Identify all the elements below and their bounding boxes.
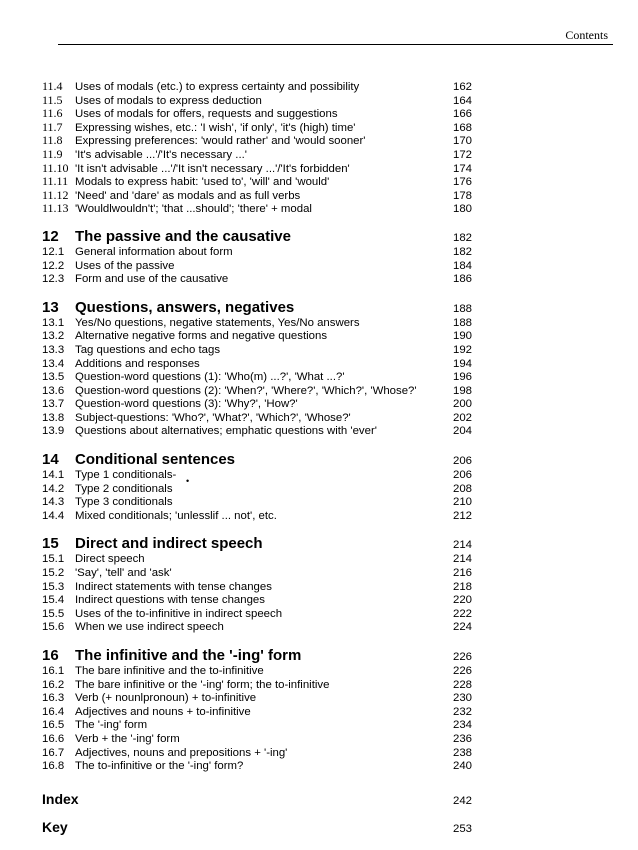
section-number: 13.2 — [42, 330, 65, 343]
table-of-contents — [42, 80, 472, 836]
toc-entry[interactable] — [42, 621, 472, 635]
section-number: 12.1 — [42, 245, 65, 258]
section-title: Type 3 conditionals — [75, 496, 173, 509]
toc-entry[interactable] — [42, 344, 472, 358]
page-number: 184 — [452, 259, 472, 272]
section-title: General information about form — [75, 245, 233, 258]
section-title: Subject-questions: 'Who?', 'What?', 'Which?', 'Whose?' — [75, 411, 351, 424]
section-number: 15.6 — [42, 621, 65, 634]
toc-entry[interactable] — [42, 398, 472, 412]
section-number: 15.3 — [42, 580, 65, 593]
page-number: 176 — [452, 176, 472, 189]
toc-entry[interactable] — [42, 412, 472, 426]
toc-entry[interactable] — [42, 189, 472, 203]
section-number: 12.2 — [42, 259, 65, 272]
section-title: Expressing preferences: 'would rather' and 'would sooner' — [75, 135, 366, 148]
section-title: 'Need' and 'dare' as modals and as full verbs — [75, 189, 301, 202]
section-title: 'Wouldlwouldn't'; 'that ...should'; 'there' + modal — [75, 203, 312, 216]
toc-entry[interactable] — [42, 469, 472, 483]
toc-entry[interactable] — [42, 121, 472, 135]
chapter-title: The infinitive and the '-ing' form — [75, 647, 302, 664]
stray-mark: • — [186, 476, 190, 486]
section-number: 13.5 — [42, 371, 65, 384]
page-number: 253 — [452, 822, 472, 835]
page-number: 186 — [452, 273, 472, 286]
section-title: The bare infinitive and the to-infinitive — [75, 665, 264, 677]
chapter-heading[interactable] — [42, 647, 472, 665]
toc-entry[interactable] — [42, 567, 472, 581]
section-number: 16.5 — [42, 719, 65, 732]
toc-entry[interactable] — [42, 260, 472, 274]
section-title: 'It's advisable ...'/'It's necessary ...' — [75, 148, 247, 161]
page-number: 220 — [452, 594, 472, 607]
section-title: Adjectives and nouns + to-infinitive — [75, 705, 251, 718]
chapter-number: 12 — [42, 227, 59, 245]
toc-entry[interactable] — [42, 679, 472, 693]
section-title: Questions about alternatives; emphatic questions with 'ever' — [75, 425, 377, 438]
toc-entry[interactable] — [42, 496, 472, 510]
section-number: 11.9 — [42, 146, 63, 161]
chapter-number: 16 — [42, 647, 59, 664]
section-title: Uses of modals to express deduction — [75, 94, 262, 107]
toc-entry[interactable] — [42, 202, 472, 216]
toc-entry[interactable] — [42, 148, 472, 162]
page-number: 234 — [452, 719, 472, 732]
page-number: 212 — [452, 509, 472, 522]
section-title: Mixed conditionals; 'unlesslif ... not', etc. — [75, 509, 277, 522]
toc-entry[interactable] — [42, 733, 472, 747]
header-rule — [58, 44, 613, 45]
toc-entry[interactable] — [42, 747, 472, 761]
toc-entry[interactable] — [42, 665, 472, 679]
chapter-heading[interactable] — [42, 535, 472, 553]
toc-entry[interactable] — [42, 553, 472, 567]
page-number: 172 — [452, 148, 472, 161]
toc-entry[interactable] — [42, 594, 472, 608]
section-number: 15.1 — [42, 553, 65, 566]
toc-entry[interactable] — [42, 760, 472, 774]
section-title: Direct speech — [75, 553, 145, 566]
section-title: Uses of modals for offers, requests and suggestions — [75, 108, 338, 121]
section-number: 11.5 — [42, 92, 63, 107]
page-number: 204 — [452, 425, 472, 438]
key-title: Key — [42, 818, 68, 835]
toc-entry[interactable] — [42, 80, 472, 94]
page-number: 206 — [452, 455, 472, 468]
toc-entry[interactable] — [42, 273, 472, 287]
section-number: 14.3 — [42, 496, 65, 509]
page-number: 168 — [452, 121, 472, 134]
toc-entry[interactable] — [42, 175, 472, 189]
section-number: 13.8 — [42, 411, 65, 424]
section-number: 14.4 — [42, 509, 65, 522]
toc-entry[interactable] — [42, 162, 472, 176]
toc-entry[interactable] — [42, 371, 472, 385]
page-number: 226 — [452, 665, 472, 677]
section-title: Form and use of the causative — [75, 273, 229, 286]
page-number: 232 — [452, 705, 472, 718]
key-entry[interactable] — [42, 818, 472, 836]
page-number: 196 — [452, 371, 472, 384]
page-number: 202 — [452, 411, 472, 424]
toc-entry[interactable] — [42, 581, 472, 595]
chapter-title: Direct and indirect speech — [75, 535, 263, 553]
section-number: 16.8 — [42, 760, 65, 773]
section-title: The '-ing' form — [75, 719, 148, 732]
section-title: Uses of the passive — [75, 259, 175, 272]
running-header: Contents — [565, 28, 608, 42]
page-number: 198 — [452, 384, 472, 397]
section-number: 15.5 — [42, 607, 65, 620]
page-number: 192 — [452, 343, 472, 356]
toc-entry[interactable] — [42, 706, 472, 720]
section-title: Additions and responses — [75, 357, 200, 370]
page-number: 216 — [452, 567, 472, 580]
section-title: Question-word questions (1): 'Who(m) ...?', 'What ...?' — [75, 371, 345, 384]
section-title: Question-word questions (2): 'When?', 'Where?', 'Which?', 'Whose?' — [75, 384, 417, 397]
section-number: 11.12 — [42, 187, 69, 202]
page-number: 190 — [452, 330, 472, 343]
index-entry[interactable] — [42, 790, 472, 808]
section-number: 12.3 — [42, 273, 65, 286]
section-title: Verb (+ nounlpronoun) + to-infinitive — [75, 692, 257, 705]
page-number: 210 — [452, 496, 472, 509]
page-number: 174 — [452, 162, 472, 175]
page-number: 238 — [452, 746, 472, 759]
section-number: 13.9 — [42, 425, 65, 438]
page-number: 242 — [452, 794, 472, 807]
chapter-number: 14 — [42, 451, 59, 469]
page-number: 206 — [452, 469, 472, 482]
section-number: 15.4 — [42, 594, 65, 607]
toc-entry[interactable] — [42, 608, 472, 622]
toc-entry[interactable] — [42, 692, 472, 706]
section-number: 13.4 — [42, 357, 65, 370]
section-title: The bare infinitive or the '-ing' form; the to-infinitive — [75, 678, 330, 691]
toc-entry[interactable] — [42, 317, 472, 331]
page-number: 164 — [452, 94, 472, 107]
page-number: 194 — [452, 357, 472, 370]
page-number: 200 — [452, 398, 472, 411]
toc-entry[interactable] — [42, 719, 472, 733]
section-title: Alternative negative forms and negative questions — [75, 330, 328, 343]
chapter-heading[interactable] — [42, 451, 472, 469]
chapter-number: 15 — [42, 535, 59, 553]
section-number: 16.6 — [42, 732, 65, 745]
page-number: 170 — [452, 135, 472, 148]
page-number: 226 — [452, 651, 472, 663]
toc-entry[interactable] — [42, 425, 472, 439]
chapter-heading[interactable] — [42, 299, 472, 317]
toc-entry[interactable] — [42, 246, 472, 260]
section-number: 11.7 — [42, 119, 63, 134]
page-number: 214 — [452, 553, 472, 566]
toc-entry[interactable] — [42, 510, 472, 524]
section-number: 16.3 — [42, 692, 65, 705]
section-title: 'Say', 'tell' and 'ask' — [75, 567, 172, 580]
section-title: Yes/No questions, negative statements, Yes/No answers — [75, 316, 360, 329]
section-title: Uses of modals (etc.) to express certainty and possibility — [75, 81, 360, 93]
toc-entry[interactable] — [42, 483, 472, 497]
section-title: 'It isn't advisable ...'/'It isn't necessary ...'/'It's forbidden' — [75, 162, 350, 175]
section-number: 14.1 — [42, 469, 65, 482]
chapter-number: 13 — [42, 298, 59, 316]
section-number: 13.3 — [42, 343, 65, 356]
section-number: 13.7 — [42, 398, 65, 411]
page-number: 188 — [452, 302, 472, 315]
section-title: Type 2 conditionals — [75, 482, 173, 495]
chapter-heading[interactable] — [42, 228, 472, 246]
section-number: 13.1 — [42, 316, 65, 329]
page-number: 214 — [452, 539, 472, 552]
section-number: 11.11 — [42, 174, 69, 189]
page-number: 240 — [452, 760, 472, 773]
section-number: 11.10 — [42, 160, 69, 175]
section-title: Verb + the '-ing' form — [75, 732, 180, 745]
page-number: 236 — [452, 732, 472, 745]
section-title: Expressing wishes, etc.: 'I wish', 'if only', 'it's (high) time' — [75, 121, 356, 134]
section-title: Type 1 conditionals- — [75, 469, 177, 482]
section-number: 16.7 — [42, 746, 65, 759]
page-number: 222 — [452, 607, 472, 620]
section-title: The to-infinitive or the '-ing' form? — [75, 760, 244, 773]
section-number: 11.4 — [42, 79, 63, 93]
section-number: 11.8 — [42, 133, 63, 148]
section-title: Modals to express habit: 'used to', 'will' and 'would' — [75, 176, 330, 189]
section-title: Indirect statements with tense changes — [75, 580, 272, 593]
section-number: 14.2 — [42, 482, 65, 495]
page-number: 166 — [452, 108, 472, 121]
page-number: 180 — [452, 203, 472, 216]
section-number: 11.13 — [42, 201, 69, 216]
toc-entry[interactable] — [42, 107, 472, 121]
toc-entry[interactable] — [42, 385, 472, 399]
page-number: 162 — [452, 81, 472, 93]
section-number: 11.6 — [42, 106, 63, 121]
page-number: 182 — [452, 245, 472, 258]
page-number: 178 — [452, 189, 472, 202]
page-number: 182 — [452, 231, 472, 244]
section-title: Indirect questions with tense changes — [75, 594, 265, 607]
page-number: 230 — [452, 692, 472, 705]
toc-entry[interactable] — [42, 330, 472, 344]
section-number: 15.2 — [42, 567, 65, 580]
page-number: 228 — [452, 678, 472, 691]
section-title: When we use indirect speech — [75, 621, 224, 634]
page-number: 224 — [452, 621, 472, 634]
chapter-title: Questions, answers, negatives — [75, 298, 295, 316]
toc-entry[interactable] — [42, 358, 472, 372]
chapter-title: The passive and the causative — [75, 227, 291, 245]
section-number: 13.6 — [42, 384, 65, 397]
page-number: 218 — [452, 580, 472, 593]
page-number: 188 — [452, 316, 472, 329]
section-number: 16.4 — [42, 705, 65, 718]
toc-entry[interactable] — [42, 134, 472, 148]
chapter-title: Conditional sentences — [75, 451, 236, 469]
toc-entry[interactable] — [42, 94, 472, 108]
index-title: Index — [42, 790, 79, 807]
section-number: 16.1 — [42, 665, 65, 677]
page-number: 208 — [452, 482, 472, 495]
section-number: 16.2 — [42, 678, 65, 691]
section-title: Tag questions and echo tags — [75, 343, 221, 356]
section-title: Uses of the to-infinitive in indirect speech — [75, 607, 283, 620]
section-title: Adjectives, nouns and prepositions + '-ing' — [75, 746, 288, 759]
section-title: Question-word questions (3): 'Why?', 'How?' — [75, 398, 298, 411]
